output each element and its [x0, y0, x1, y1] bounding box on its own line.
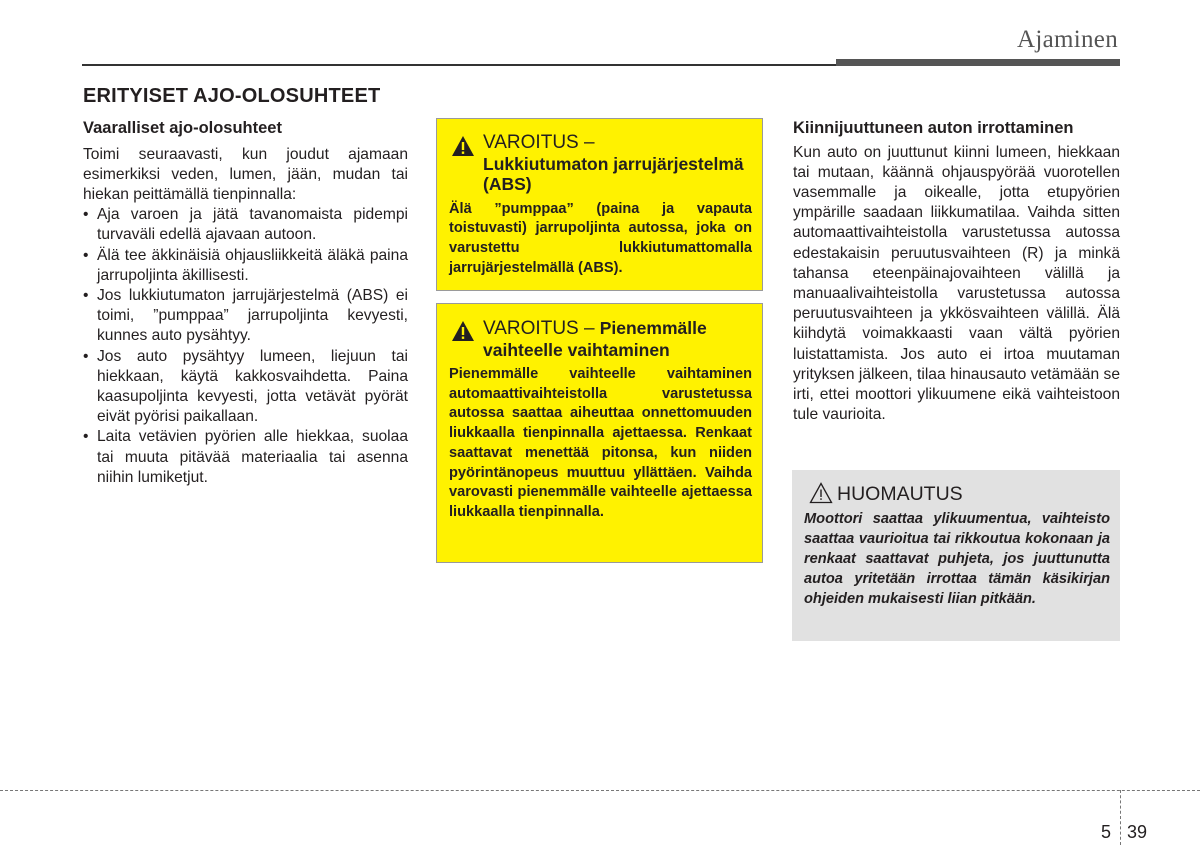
list-item: • Jos auto pysähtyy lumeen, liejuun tai hiekkaan, käytä kakkosvaihdetta. Paina kaasupoljinta kevyesti, jotta vetävät pyörät eivät pyörisi paikallaan. — [83, 347, 408, 426]
notice-box — [792, 470, 1120, 641]
warning-text: Älä ”pumppaa” (paina ja vapauta toistuvasti) jarrupoljinta autossa, joka on varustettu lukkiutumattomalla jarrujärjestelmällä (ABS). — [449, 200, 752, 276]
list-item-text: Älä tee äkkinäisiä ohjausliikkeitä äläkä paina jarrupoljinta äkillisesti. — [97, 246, 408, 284]
list-item: • Laita vetävien pyörien alle hiekkaa, suolaa tai muuta pitävää materiaalia tai asenna niihin lumiketjut. — [83, 428, 408, 486]
list-item: • Aja varoen ja jätä tavanomaista pidempi turvaväli edellä ajavaan autoon. — [83, 206, 408, 244]
warning-text: Pienemmälle vaihteelle vaihtaminen automaattivaihteistolla varustetussa autossa saattaa aiheuttaa onnettomuuden liukkaalla tienpinnalla ajettaessa. Renkaat saattavat menettää pitonsa, kun niiden pyörintänopeus muuttuu yllättäen. Vaihda varovasti pienemmälle vaihteelle ajettaessa liukkaalla tienpinnalla. — [449, 366, 752, 520]
header-title: Ajaminen — [1017, 26, 1118, 53]
left-column — [83, 118, 408, 488]
list-item-text: Jos lukkiutumaton jarrujärjestelmä (ABS) ei toimi, ”pumppaa” jarrupoljinta kevyesti, kunnes auto pysähtyy. — [97, 286, 408, 345]
list-item: • Jos lukkiutumaton jarrujärjestelmä (ABS) ei toimi, ”pumppaa” jarrupoljinta kevyesti, kunnes auto pysähtyy. — [83, 286, 408, 345]
left-intro: Toimi seuraavasti, kun joudut ajamaan esimerkiksi veden, lumen, jään, mudan tai hiekan peittämällä tienpinnalla: — [83, 145, 408, 203]
list-item-text: Jos auto pysähtyy lumeen, liejuun tai hiekkaan, käytä kakkosvaihdetta. Paina kaasupoljinta kevyesti, jotta vetävät pyörät eivät pyörisi paikallaan. — [97, 347, 408, 426]
warning-title-rest: Pienemmälle — [599, 318, 707, 338]
notice-header — [792, 470, 1120, 505]
notice-text: Moottori saattaa ylikuumentua, vaihteisto saattaa vaurioitua tai rikkoutua kokonaan ja renkaat saattavat puhjeta, jos juuttunutta autoa yritetään irrottaa tämän käsikirjan ohjeiden mukaisesti liian pitkään. — [804, 511, 1110, 607]
left-heading: Vaaralliset ajo-olosuhteet — [83, 119, 282, 137]
page-number: 39 — [1127, 822, 1148, 842]
section-title: ERITYISET AJO-OLOSUHTEET — [83, 85, 381, 107]
warning-triangle-icon — [451, 320, 475, 342]
list-item: • Älä tee äkkinäisiä ohjausliikkeitä äläkä paina jarrupoljinta äkillisesti. — [83, 246, 408, 284]
footer-rule — [0, 790, 1200, 791]
warning-triangle-icon — [451, 135, 475, 157]
notice-title: HUOMAUTUS — [837, 483, 963, 505]
warning-subtitle: vaihteelle vaihtaminen — [483, 339, 670, 360]
list-item-text: Aja varoen ja jätä tavanomaista pidempi turvaväli edellä ajavaan autoon. — [97, 206, 408, 244]
right-heading: Kiinnijuuttuneen auton irrottaminen — [793, 119, 1074, 137]
header-rule — [82, 64, 836, 66]
right-body: Kun auto on juuttunut kiinni lumeen, hiekkaan tai mutaan, käännä ohjauspyörää vuorotellen vasemmalle ja oikealle, jotta etupyörien ympärille saadaan liikkumatilaa. Vaihda sitten automaattivaihteistolla varustetussa autossa edestakaisin peruutusvaihteen (R) ja minkä tahansa eteenpäinajovaihteen välillä ja manuaalivaihteistolla varustetussa autossa peruutusvaihteen ja ykkösvaihteen välillä. Älä kiihdytä voimakkaasti vaan vältä pyörien luistattamista. Jos auto ei irtoa muutaman yrityksen jälkeen, tilaa hinausauto vetämään se irti, ettei moottori ylikuumene eikä vaihteistoon tule vaurioita. — [793, 143, 1120, 424]
header-rule-accent — [836, 59, 1120, 66]
warning-header — [437, 304, 762, 360]
warning-title: VAROITUS – — [483, 318, 595, 339]
warning-title: VAROITUS – — [483, 132, 595, 153]
right-column — [793, 118, 1120, 425]
warning-subtitle: Lukkiutumaton jarrujärjestelmä (ABS) — [483, 153, 744, 194]
bullet-list — [83, 205, 408, 488]
warning-box-abs — [436, 118, 763, 291]
caution-triangle-icon — [809, 482, 833, 504]
warning-header — [437, 119, 762, 195]
footer-divider — [1120, 790, 1121, 845]
chapter-number: 5 — [1101, 822, 1112, 842]
list-item-text: Laita vetävien pyörien alle hiekkaa, suolaa tai muuta pitävää materiaalia tai asenna niihin lumiketjut. — [97, 428, 408, 486]
warning-box-downshift — [436, 303, 763, 563]
